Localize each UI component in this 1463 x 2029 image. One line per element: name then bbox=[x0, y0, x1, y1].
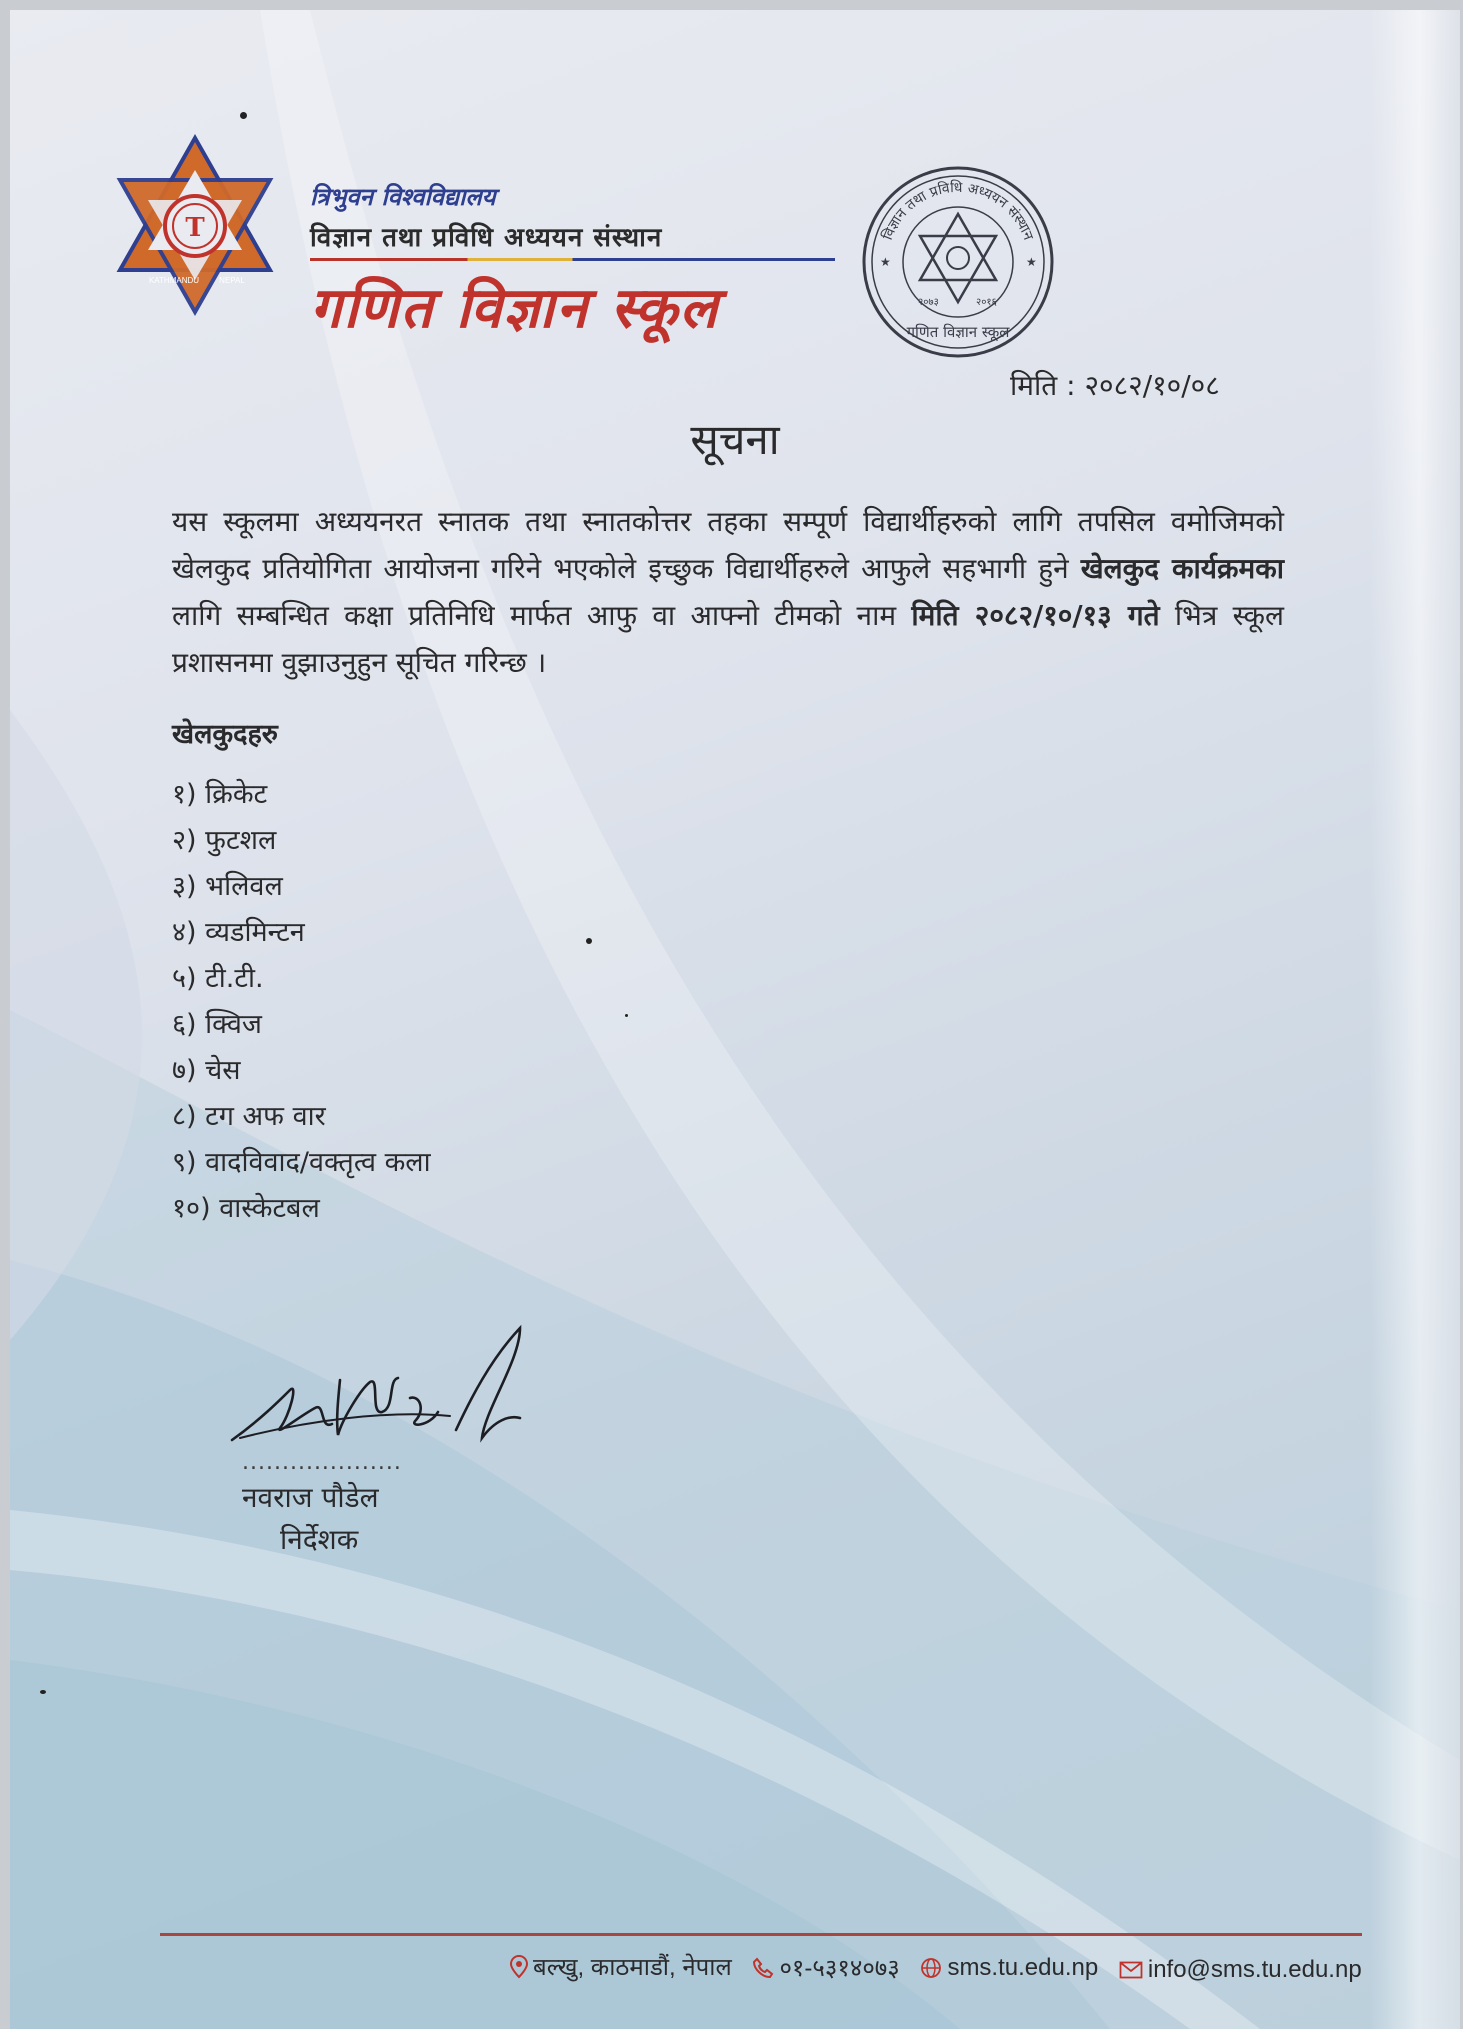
stamp-text: विज्ञान तथा प्रविधि अध्ययन संस्थान bbox=[879, 179, 1037, 243]
official-stamp bbox=[858, 162, 1058, 362]
sports-list-item: १) क्रिकेट bbox=[172, 779, 268, 810]
university-name: त्रिभुवन विश्वविद्यालय bbox=[310, 183, 496, 211]
tu-logo bbox=[110, 130, 280, 320]
institute-name: विज्ञान तथा प्रविधि अध्ययन संस्थान bbox=[310, 223, 663, 253]
location-pin-icon bbox=[510, 1955, 528, 1979]
phone-text: ०१-५३१४०७३ bbox=[779, 1955, 900, 1982]
letterhead-page bbox=[10, 10, 1460, 2029]
footer-divider bbox=[160, 1933, 1362, 1936]
scan-speck bbox=[625, 1014, 628, 1017]
header-divider bbox=[310, 258, 835, 261]
sports-list-item: ६) क्विज bbox=[172, 1009, 262, 1040]
scan-streak bbox=[1370, 10, 1460, 2029]
phone-icon bbox=[752, 1957, 774, 1979]
footer-email bbox=[1119, 1956, 1362, 1984]
footer-contact bbox=[510, 1950, 1376, 1986]
sports-list-item: ४) व्यडमिन्टन bbox=[172, 917, 305, 948]
stamp-text: गणित विज्ञान स्कूल bbox=[906, 323, 1010, 341]
notice-title: सूचना bbox=[690, 415, 780, 464]
scan-speck bbox=[40, 1690, 46, 1694]
body-text: भित्र स्कूल प्रशासनमा वुझाउनुहुन सूचित गरिन्छ । bbox=[172, 599, 1284, 679]
date-label: मिति : bbox=[1010, 369, 1076, 402]
sports-list-item: ९) वादविवाद/वक्तृत्व कला bbox=[172, 1147, 431, 1178]
stamp-year: २०१६ bbox=[976, 297, 997, 308]
email-text: info@sms.tu.edu.np bbox=[1147, 1955, 1362, 1983]
sports-list-item: ३) भलिवल bbox=[172, 871, 283, 902]
body-text: यस स्कूलमा अध्ययनरत स्नातक तथा स्नातकोत्तर तहका सम्पूर्ण विद्यार्थीहरुको लागि तपसिल वमोजिमको खेलकुद प्रतियोगिता आयोजना गरिने भएकोले इच्छुक विद्यार्थीहरुले आफुले सहभागी हुने bbox=[172, 505, 1284, 585]
deadline-text: मिति २०८२/१०/१३ गते bbox=[911, 599, 1160, 632]
sports-list bbox=[172, 772, 431, 1232]
logo-letter: T bbox=[185, 213, 205, 243]
footer-phone bbox=[752, 1951, 899, 1984]
sports-heading: खेलकुदहरु bbox=[172, 719, 278, 750]
notice-date bbox=[1010, 366, 1220, 404]
logo-ring-text: KATHMANDU bbox=[148, 276, 200, 285]
signature-line: .................... bbox=[242, 1450, 402, 1475]
globe-icon bbox=[920, 1957, 942, 1979]
body-text: लागि सम्बन्धित कक्षा प्रतिनिधि मार्फत आफु वा आफ्नो टीमको नाम bbox=[172, 599, 912, 632]
date-value: २०८२/१०/०८ bbox=[1084, 369, 1220, 402]
sports-list-item: १०) वास्केटबल bbox=[172, 1193, 320, 1224]
svg-text:★: ★ bbox=[880, 255, 891, 269]
handwritten-signature bbox=[220, 1320, 580, 1460]
footer-website bbox=[920, 1954, 1098, 1982]
sports-list-item: २) फुटशल bbox=[172, 825, 277, 856]
footer-address bbox=[510, 1950, 732, 1983]
school-name: गणित विज्ञान स्कूल bbox=[310, 276, 720, 341]
sports-list-item: ८) टग अफ वार bbox=[172, 1101, 326, 1132]
scan-speck bbox=[586, 938, 592, 944]
website-text: sms.tu.edu.np bbox=[947, 1953, 1099, 1981]
address-text: बल्खु, काठमाडौं, नेपाल bbox=[533, 1954, 732, 1981]
envelope-icon bbox=[1119, 1961, 1143, 1979]
logo-ring-text: NEPAL bbox=[219, 276, 245, 285]
body-bold-text: खेलकुद कार्यक्रमका bbox=[1080, 552, 1284, 585]
notice-body bbox=[172, 498, 1284, 686]
scan-speck bbox=[240, 112, 247, 119]
signatory-title: निर्देशक bbox=[280, 1523, 359, 1556]
sports-list-item: ५) टी.टी. bbox=[172, 963, 264, 994]
stamp-year: २०७३ bbox=[918, 297, 939, 308]
signatory-name: नवराज पौडेल bbox=[242, 1481, 379, 1514]
sports-list-item: ७) चेस bbox=[172, 1055, 241, 1086]
svg-text:★: ★ bbox=[1026, 255, 1037, 269]
